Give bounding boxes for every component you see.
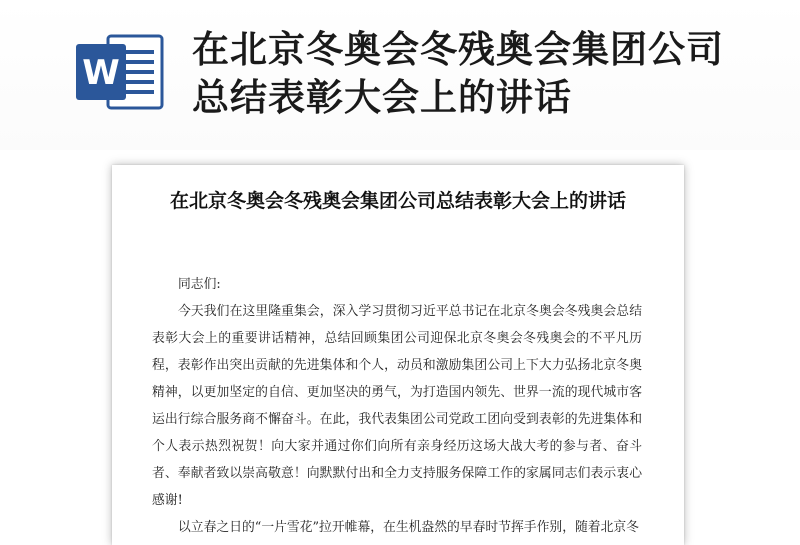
document-body: [152, 271, 642, 541]
document-paragraph: 以立春之日的“一片雪花”拉开帷幕，在生机盎然的早春时节挥手作别，随着北京冬: [178, 520, 639, 535]
word-icon: [74, 30, 166, 114]
page-title-line-2: 总结表彰大会上的讲话: [192, 76, 572, 119]
document-page: [112, 165, 684, 545]
document-greeting: 同志们:: [178, 277, 221, 292]
page-title-line-1: 在北京冬奥会冬残奥会集团公司: [192, 28, 724, 71]
document-paragraph: 今天我们在这里隆重集会，深入学习贯彻习近平总书记在北京冬奥会冬残奥会总结表彰大会上的重要讲话精神，总结回顾集团公司迎保北京冬奥会冬残奥会的不平凡历程，表彰作出突出贡献的先进集体和个人，动员和激励集团公司上下大力弘扬北京冬奥精神，以更加坚定的自信、更加坚决的勇气，为打造国内领先、世界一流的现代城市客运出行综合服务商不懈奋斗。在此，我代表集团公司党政工团向受到表彰的先进集体和个人表示热烈祝贺！向大家并通过你们向所有亲身经历这场大战大考的参与者、奋斗者、奉献者致以崇高敬意！向默默付出和全力支持服务保障工作的家属同志们表示衷心感谢!: [152, 304, 642, 508]
page-title: [192, 26, 782, 122]
document-title: 在北京冬奥会冬残奥会集团公司总结表彰大会上的讲话: [169, 190, 626, 212]
svg-text:W: W: [82, 53, 120, 93]
